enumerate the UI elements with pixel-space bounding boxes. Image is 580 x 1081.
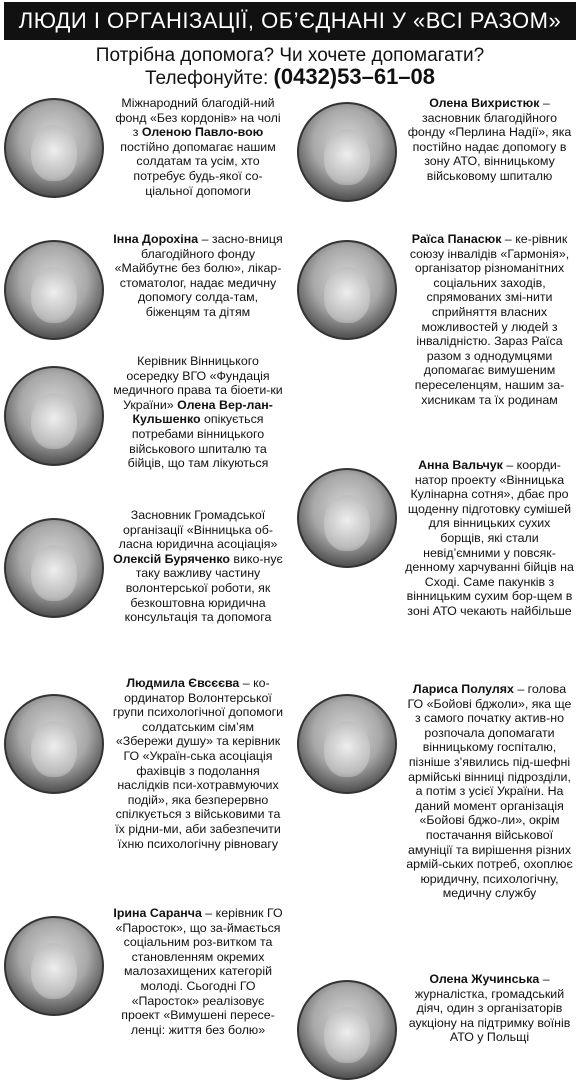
profile-text: Олена Жучинська – журналістка, громадський діяч, один з організаторів аукціону на підтримку воїнів АТО у Польщі bbox=[408, 972, 571, 1045]
profiles bbox=[0, 96, 580, 1076]
phone-line bbox=[0, 66, 580, 90]
help-question: Потрібна допомога? Чи хочете допомагати? bbox=[95, 45, 485, 66]
profile-text: Анна Вальчук – коорди-натор проекту «Вінницька Кулінарна сотня», дбає про щоденну підготовку сумішей для вінницьких сухих борщів, які стали невід’ємними у повсяк-денному харчуванні бійців на Сході. Саме пакунків з вінницьким сухим бор-щем в зоні АТО чекають найбільше bbox=[405, 458, 574, 618]
person-photo bbox=[4, 98, 104, 198]
phone-number[interactable]: (0432)53–61–08 bbox=[273, 64, 436, 89]
person-photo bbox=[4, 694, 104, 794]
profile-text: Засновник Громадської організації «Вінницька об-ласна юридична асоціація» Олексій Буряченко вико-нує таку важливу частину волонтерської роботи, як безкоштовна юридична консультація та допомога bbox=[113, 508, 283, 625]
person-photo bbox=[297, 102, 397, 202]
person-photo bbox=[297, 240, 397, 340]
profile-text: Керівник Вінницького осередку ВГО «Фундація медичного права та біоети-ки України» Олена Вер-лан-Кульшенко опікується потребами вінницького військового шпиталю та бійців, що там лікуються bbox=[113, 354, 283, 471]
profile-text: Ірина Саранча – керівник ГО «Паросток», що за-ймається соціальним роз-витком та становленням окремих малозахищених категорій молоді. Сьогодні ГО «Паросток» реалізовує проект «Вимушені пересе-ленці: життя без болю» bbox=[113, 906, 283, 1037]
person-photo bbox=[4, 240, 104, 340]
profile-text: Олена Вихристюк – засновник благодійного фонду «Перлина Надії», яка постійно надає допомогу в зону АТО, вінницькому військовому шпиталю bbox=[407, 96, 572, 183]
person-photo bbox=[4, 518, 104, 618]
profile-text: Інна Дорохіна – засно-вниця благодійного фонду «Майбутнє без болю», лікар-стоматолог, надає медичну допомогу солда-там, біженцям та дітям bbox=[113, 232, 283, 319]
person-photo bbox=[297, 980, 397, 1080]
profile-text: Лариса Полулях – голова ГО «Бойові бджоли», яка ще з самого початку актив-но розпочала допомагати вінницькому госпіталю, пізніше з’явились під-шефні армійські вінниці підрозділи, а потім з усієї України. На даний момент організація «Бойові бджо-ли», окрім постачання військової амуніції та вирішення різних армій-ських потреб, охоплює юридичну, психологічну, медичну службу bbox=[406, 682, 573, 901]
page-title: ЛЮДИ І ОРГАНІЗАЦІЇ, ОБ’ЄДНАНІ У «ВСІ РАЗОМ» bbox=[4, 2, 576, 40]
person-photo bbox=[297, 468, 397, 568]
profile-text: Міжнародний благодій-ний фонд «Без кордонів» на чолі з Оленою Павло-вою постійно допомагає нашим солдатам та усім, хто потребує будь-якої со-ціальної допомоги bbox=[115, 96, 281, 198]
person-photo bbox=[4, 916, 104, 1016]
right-column bbox=[293, 96, 580, 1076]
person-photo bbox=[297, 694, 397, 794]
person-photo bbox=[4, 366, 104, 466]
profile-text: Людмила Євсєєва – ко-ординатор Волонтерської групи психологічної допомоги солдатським сім’ям «Збережи душу» та керівник ГО «Україн-ська асоціація фахівців з подолання наслідків пси-хотравмуючих подій», яка безперервно спілкується з військовими та їх рідни-ми, аби забезпечити їхню психологічну рівновагу bbox=[112, 676, 284, 851]
call-label: Телефонуйте: bbox=[144, 68, 269, 89]
profile-text: Раїса Панасюк – ке-рівник союзу інвалідів «Гармонія», організатор різноманітних соціальних заходів, спрямованих змі-нити сприйняття власних можливостей у людей з інвалідністю. Зараз Раїса разом з однодумцями допомагає вимушеним переселенцям, нашим за-хисникам та їх родинам bbox=[409, 232, 570, 407]
left-column bbox=[0, 96, 290, 1076]
